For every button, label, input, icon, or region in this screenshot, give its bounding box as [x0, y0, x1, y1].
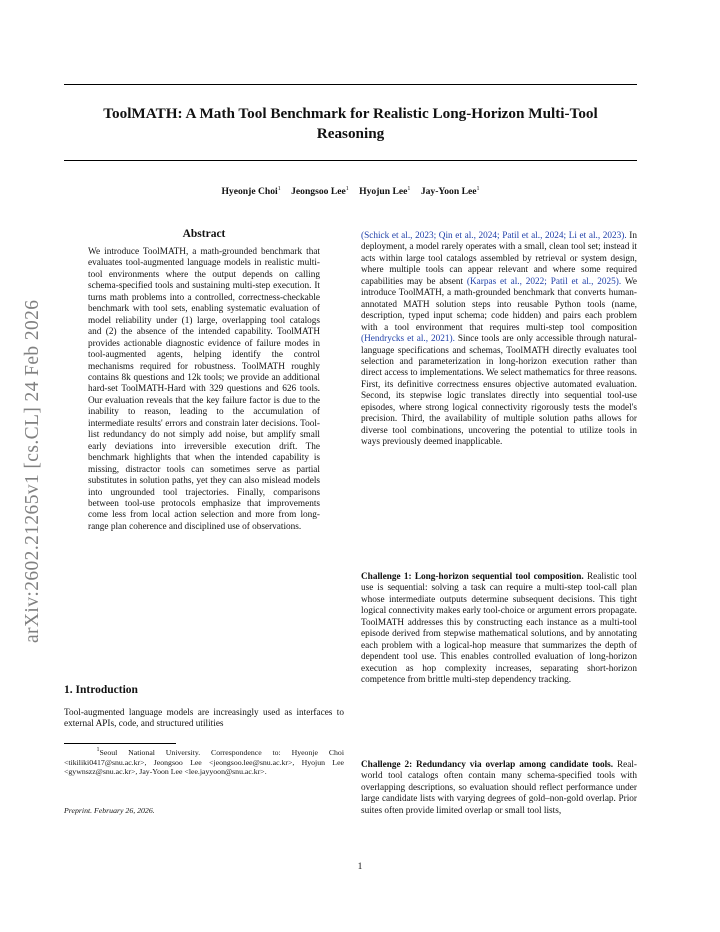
title-line-1: ToolMATH: A Math Tool Benchmark for Realistic Long-Horizon Multi-Tool [103, 105, 598, 122]
body-text: Since tools are only accessible through natural-language specifications and schemas, ToolMATH directly evaluates tool selection and parameterization in long-horizon execution rather than direct access to implementations. We select mathematics for three reasons. First, its definitive correctness ensures objective automated evaluation. Second, its stepwise logic translates directly into sequential tool-use episodes, where strong logical connectivity rigorously tests the model's precision. Third, the availability of multiple solution paths allows for diverse tool combinations, uncovering the potential to utilize tools in ways previously deemed inapplicable. [361, 334, 637, 448]
title-rule-top [64, 84, 637, 85]
author-affiliation-mark: 1 [407, 186, 411, 192]
citation-link[interactable]: (Schick et al., 2023; Qin et al., 2024; Patil et al., 2024; Li et al., 2023). [361, 231, 627, 241]
arxiv-stamp: arXiv:2602.21265v1 [cs.CL] 24 Feb 2026 [22, 299, 43, 643]
preprint-note: Preprint. February 26, 2026. [64, 806, 155, 815]
body-text: In deployment, a model rarely operates with a small, clean tool set; instead it acts within large tool catalogs assembled by retrieval or system design, where multiple tools can appear relevant and where some required capabilities may be absent [361, 231, 637, 287]
challenge-1-text: Realistic tool use is sequential: solving a task can require a multi-step tool-call plan whose intermediate outputs determine subsequent decisions. This tight logical connectivity makes early tool-choice or argument errors propagate. ToolMATH addresses this by constructing each instance as a multi-tool episode derived from stepwise mathematical solutions, and by annotating each problem with a logical-hop measure that summarizes the depth of dependent tool use. This enables controlled evaluation of long-horizon execution as hop complexity increases, separating short-horizon competence from brittle multi-step dependency tracking. [361, 572, 637, 686]
challenge-2-text: Real-world tool catalogs often contain many schema-specified tools with overlapping descriptions, so evaluation should reflect performance under large candidate lists with varying degrees of gold–non-gold overlap. Prior suites often provide limited overlap or small tool lists, [361, 760, 637, 816]
intro-text: Tool-augmented language models are increasingly used as interfaces to external APIs, code, and structured utilities [64, 708, 344, 730]
footnote-text: Seoul National University. Correspondence to: Hyeonje Choi <tikiliki0417@snu.ac.kr>, Jeongsoo Lee <jeongsoo.lee@snu.ac.kr>, Hyojun Lee <gywnszz@snu.ac.kr>, Jay-Yoon Lee <lee.jayyoon@snu.ac.kr>. [64, 748, 344, 777]
page-number: 1 [357, 862, 363, 872]
paper-title [64, 104, 637, 144]
abstract-text: We introduce ToolMATH, a math-grounded benchmark that evaluates tool-augmented language models in realistic multi-tool environments where the output depends on calling schema-specified tools and sustaining multi-step execution. It turns math problems into a controlled, correctness-checkable benchmark with tool sets, enabling systematic evaluation of model reliability under (1) large, overlapping tool catalogs and (2) the absence of the intended capability. ToolMATH provides actionable diagnostic evidence of failure modes in tool-augmented agents, helping identify the control mechanisms required for robustness. ToolMATH roughly contains 8k questions and 12k tools; we provide an additional hard-set ToolMATH-Hard with 329 questions and 626 tools. Our evaluation reveals that the key failure factor is due to the inability to reason, leading to the accumulation of intermediate results' errors and constrain later decisions. Tool-list redundancy do not simply add noise, but amplify small early deviations into irreversible execution drift. The benchmark highlights that when the intended capability is missing, distractor tools can sometimes serve as partial substitutes in solution paths, yet they can also mislead models into ungrounded tool trajectories. Finally, comparisons between tool-use protocols emphasize that improvements come less from local action selection and more from long-range plan coherence and disciplined use of observations. [88, 247, 320, 532]
challenge-2-title: Challenge 2: Redundancy via overlap among candidate tools. [361, 760, 614, 770]
footnote [64, 746, 344, 777]
intro-heading: 1. Introduction [64, 684, 138, 696]
author-affiliation-mark: 1 [345, 186, 349, 192]
body-text: We introduce ToolMATH, a math-grounded benchmark that converts human-annotated MATH solution steps into reusable Python tools (name, description, typed input schema; code hidden) and pairs each problem with a tool environment that requires multi-step tool composition [361, 276, 637, 333]
citation-link[interactable]: (Karpas et al., 2022; Patil et al., 2025). [466, 276, 622, 287]
challenge-1 [361, 572, 637, 687]
abstract-heading: Abstract [182, 228, 226, 240]
challenge-2 [361, 760, 637, 817]
author-name: Jeongsoo Lee [291, 186, 346, 197]
author-list [64, 186, 637, 197]
author-name: Hyojun Lee [359, 186, 408, 197]
citation-link[interactable]: (Hendrycks et al., 2021). [361, 334, 455, 345]
author-affiliation-mark: 1 [277, 186, 281, 192]
footnote-rule [64, 743, 176, 744]
title-line-2: Reasoning [316, 125, 385, 142]
author-name: Jay-Yoon Lee [420, 186, 477, 197]
intro-continued [361, 231, 637, 449]
author-affiliation-mark: 1 [476, 186, 480, 192]
title-rule-bottom [64, 160, 637, 161]
author-name: Hyeonje Choi [221, 186, 278, 197]
footnote-mark: 1 [96, 747, 100, 753]
challenge-1-title: Challenge 1: Long-horizon sequential tool composition. [361, 572, 584, 582]
